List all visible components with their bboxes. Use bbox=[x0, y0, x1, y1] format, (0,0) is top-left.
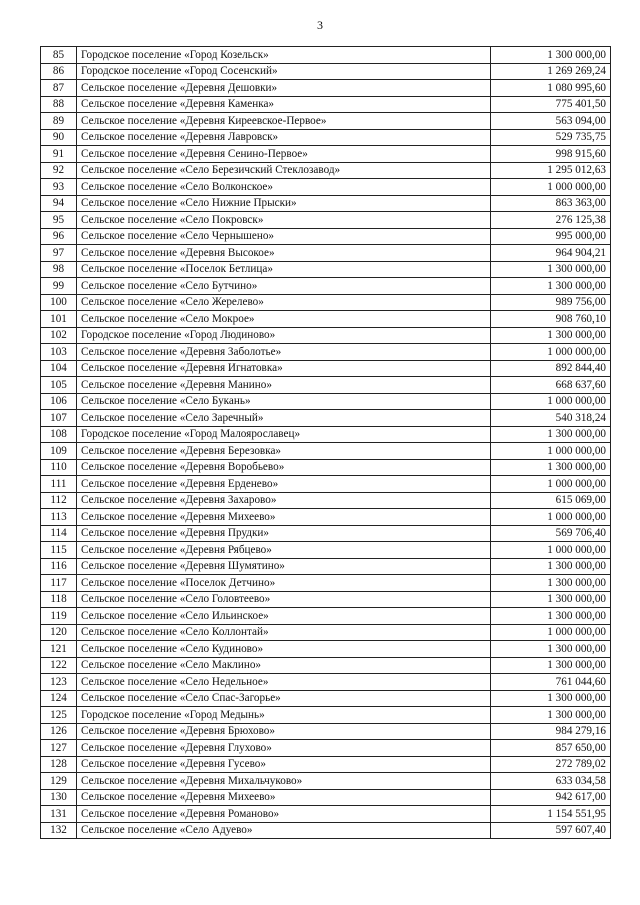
allocation-amount: 892 844,40 bbox=[491, 360, 611, 377]
row-number: 113 bbox=[41, 509, 77, 526]
allocation-amount: 1 000 000,00 bbox=[491, 542, 611, 559]
row-number: 123 bbox=[41, 674, 77, 691]
row-number: 116 bbox=[41, 558, 77, 575]
settlement-name: Сельское поселение «Село Березичский Стеклозавод» bbox=[77, 162, 491, 179]
allocation-amount: 272 789,02 bbox=[491, 756, 611, 773]
settlement-name: Сельское поселение «Поселок Детчино» bbox=[77, 575, 491, 592]
allocation-amount: 984 279,16 bbox=[491, 723, 611, 740]
row-number: 95 bbox=[41, 212, 77, 229]
allocation-amount: 1 000 000,00 bbox=[491, 624, 611, 641]
table-row bbox=[41, 591, 611, 608]
settlement-name: Сельское поселение «Село Покровск» bbox=[77, 212, 491, 229]
table-row bbox=[41, 707, 611, 724]
settlement-name: Сельское поселение «Деревня Манино» bbox=[77, 377, 491, 394]
table-row bbox=[41, 113, 611, 130]
allocation-amount: 1 300 000,00 bbox=[491, 261, 611, 278]
settlement-name: Городское поселение «Город Малоярославец» bbox=[77, 426, 491, 443]
row-number: 121 bbox=[41, 641, 77, 658]
table-row bbox=[41, 228, 611, 245]
settlement-name: Сельское поселение «Поселок Бетлица» bbox=[77, 261, 491, 278]
allocation-amount: 529 735,75 bbox=[491, 129, 611, 146]
table-row bbox=[41, 294, 611, 311]
allocation-amount: 1 300 000,00 bbox=[491, 591, 611, 608]
allocation-amount: 633 034,58 bbox=[491, 773, 611, 790]
settlement-name: Сельское поселение «Деревня Воробьево» bbox=[77, 459, 491, 476]
settlement-name: Сельское поселение «Деревня Каменка» bbox=[77, 96, 491, 113]
settlement-name: Сельское поселение «Деревня Заболотье» bbox=[77, 344, 491, 361]
settlement-name: Сельское поселение «Село Кудиново» bbox=[77, 641, 491, 658]
settlement-name: Сельское поселение «Село Мокрое» bbox=[77, 311, 491, 328]
row-number: 118 bbox=[41, 591, 77, 608]
settlement-name: Городское поселение «Город Сосенский» bbox=[77, 63, 491, 80]
table-row bbox=[41, 624, 611, 641]
table-row bbox=[41, 212, 611, 229]
table-body bbox=[41, 47, 611, 839]
table-row bbox=[41, 558, 611, 575]
settlement-name: Сельское поселение «Деревня Киреевское-Первое» bbox=[77, 113, 491, 130]
allocation-amount: 569 706,40 bbox=[491, 525, 611, 542]
row-number: 120 bbox=[41, 624, 77, 641]
row-number: 108 bbox=[41, 426, 77, 443]
settlement-name: Сельское поселение «Село Чернышено» bbox=[77, 228, 491, 245]
allocation-amount: 1 300 000,00 bbox=[491, 558, 611, 575]
table-row bbox=[41, 674, 611, 691]
allocation-amount: 1 300 000,00 bbox=[491, 690, 611, 707]
allocation-amount: 908 760,10 bbox=[491, 311, 611, 328]
table-row bbox=[41, 740, 611, 757]
settlement-name: Сельское поселение «Село Букань» bbox=[77, 393, 491, 410]
row-number: 125 bbox=[41, 707, 77, 724]
row-number: 87 bbox=[41, 80, 77, 97]
table-row bbox=[41, 146, 611, 163]
settlement-name: Сельское поселение «Деревня Брюхово» bbox=[77, 723, 491, 740]
row-number: 122 bbox=[41, 657, 77, 674]
allocation-amount: 1 300 000,00 bbox=[491, 657, 611, 674]
allocation-amount: 761 044,60 bbox=[491, 674, 611, 691]
table-row bbox=[41, 195, 611, 212]
row-number: 103 bbox=[41, 344, 77, 361]
table-row bbox=[41, 311, 611, 328]
table-row bbox=[41, 63, 611, 80]
table-row bbox=[41, 641, 611, 658]
allocation-amount: 1 000 000,00 bbox=[491, 476, 611, 493]
settlement-name: Сельское поселение «Село Бутчино» bbox=[77, 278, 491, 295]
allocation-amount: 1 000 000,00 bbox=[491, 509, 611, 526]
table-row bbox=[41, 789, 611, 806]
table-row bbox=[41, 525, 611, 542]
row-number: 119 bbox=[41, 608, 77, 625]
allocation-amount: 1 300 000,00 bbox=[491, 278, 611, 295]
settlement-name: Сельское поселение «Село Головтеево» bbox=[77, 591, 491, 608]
settlement-name: Сельское поселение «Деревня Дешовки» bbox=[77, 80, 491, 97]
table-row bbox=[41, 509, 611, 526]
row-number: 117 bbox=[41, 575, 77, 592]
allocation-amount: 1 300 000,00 bbox=[491, 47, 611, 64]
settlement-name: Сельское поселение «Деревня Березовка» bbox=[77, 443, 491, 460]
table-row bbox=[41, 179, 611, 196]
allocation-amount: 615 069,00 bbox=[491, 492, 611, 509]
allocation-amount: 942 617,00 bbox=[491, 789, 611, 806]
settlement-name: Сельское поселение «Деревня Шумятино» bbox=[77, 558, 491, 575]
table-row bbox=[41, 443, 611, 460]
row-number: 99 bbox=[41, 278, 77, 295]
allocation-amount: 1 080 995,60 bbox=[491, 80, 611, 97]
settlement-name: Сельское поселение «Деревня Глухово» bbox=[77, 740, 491, 757]
table-row bbox=[41, 542, 611, 559]
settlement-name: Сельское поселение «Деревня Гусево» bbox=[77, 756, 491, 773]
table-row bbox=[41, 410, 611, 427]
row-number: 105 bbox=[41, 377, 77, 394]
settlement-name: Сельское поселение «Деревня Игнатовка» bbox=[77, 360, 491, 377]
settlement-name: Сельское поселение «Деревня Прудки» bbox=[77, 525, 491, 542]
row-number: 92 bbox=[41, 162, 77, 179]
settlement-name: Сельское поселение «Деревня Сенино-Первое» bbox=[77, 146, 491, 163]
row-number: 102 bbox=[41, 327, 77, 344]
row-number: 90 bbox=[41, 129, 77, 146]
row-number: 124 bbox=[41, 690, 77, 707]
table-row bbox=[41, 608, 611, 625]
page-number: 3 bbox=[317, 18, 323, 32]
settlement-name: Сельское поселение «Село Ильинское» bbox=[77, 608, 491, 625]
allocation-amount: 1 300 000,00 bbox=[491, 327, 611, 344]
row-number: 132 bbox=[41, 822, 77, 839]
settlement-name: Городское поселение «Город Медынь» bbox=[77, 707, 491, 724]
allocation-amount: 1 300 000,00 bbox=[491, 575, 611, 592]
row-number: 97 bbox=[41, 245, 77, 262]
table-row bbox=[41, 476, 611, 493]
allocation-amount: 276 125,38 bbox=[491, 212, 611, 229]
table-row bbox=[41, 96, 611, 113]
allocation-amount: 1 300 000,00 bbox=[491, 641, 611, 658]
table-row bbox=[41, 459, 611, 476]
table-row bbox=[41, 377, 611, 394]
row-number: 130 bbox=[41, 789, 77, 806]
table-row bbox=[41, 162, 611, 179]
allocation-amount: 563 094,00 bbox=[491, 113, 611, 130]
allocation-amount: 1 300 000,00 bbox=[491, 707, 611, 724]
row-number: 91 bbox=[41, 146, 77, 163]
table-row bbox=[41, 344, 611, 361]
row-number: 126 bbox=[41, 723, 77, 740]
settlement-name: Сельское поселение «Село Жерелево» bbox=[77, 294, 491, 311]
settlement-name: Сельское поселение «Село Маклино» bbox=[77, 657, 491, 674]
settlement-name: Городское поселение «Город Козельск» bbox=[77, 47, 491, 64]
row-number: 131 bbox=[41, 806, 77, 823]
table-row bbox=[41, 773, 611, 790]
table-row bbox=[41, 690, 611, 707]
settlement-name: Сельское поселение «Деревня Михеево» bbox=[77, 789, 491, 806]
table-row bbox=[41, 80, 611, 97]
table-row bbox=[41, 360, 611, 377]
table-row bbox=[41, 822, 611, 839]
row-number: 129 bbox=[41, 773, 77, 790]
settlement-name: Сельское поселение «Село Коллонтай» bbox=[77, 624, 491, 641]
settlement-name: Сельское поселение «Село Спас-Загорье» bbox=[77, 690, 491, 707]
allocation-amount: 995 000,00 bbox=[491, 228, 611, 245]
row-number: 104 bbox=[41, 360, 77, 377]
allocation-amount: 964 904,21 bbox=[491, 245, 611, 262]
table-row bbox=[41, 756, 611, 773]
allocation-amount: 540 318,24 bbox=[491, 410, 611, 427]
settlement-name: Сельское поселение «Деревня Ерденево» bbox=[77, 476, 491, 493]
row-number: 128 bbox=[41, 756, 77, 773]
allocation-amount: 775 401,50 bbox=[491, 96, 611, 113]
allocation-amount: 1 295 012,63 bbox=[491, 162, 611, 179]
settlement-name: Сельское поселение «Село Нижние Прыски» bbox=[77, 195, 491, 212]
table-row bbox=[41, 806, 611, 823]
allocation-amount: 1 000 000,00 bbox=[491, 179, 611, 196]
row-number: 93 bbox=[41, 179, 77, 196]
settlement-name: Сельское поселение «Деревня Михальчуково» bbox=[77, 773, 491, 790]
settlement-name: Сельское поселение «Село Недельное» bbox=[77, 674, 491, 691]
row-number: 111 bbox=[41, 476, 77, 493]
allocation-amount: 998 915,60 bbox=[491, 146, 611, 163]
settlement-name: Сельское поселение «Деревня Захарово» bbox=[77, 492, 491, 509]
table-row bbox=[41, 47, 611, 64]
settlement-name: Сельское поселение «Деревня Михеево» bbox=[77, 509, 491, 526]
table-row bbox=[41, 261, 611, 278]
settlement-name: Сельское поселение «Село Волконское» bbox=[77, 179, 491, 196]
row-number: 94 bbox=[41, 195, 77, 212]
row-number: 100 bbox=[41, 294, 77, 311]
row-number: 114 bbox=[41, 525, 77, 542]
row-number: 115 bbox=[41, 542, 77, 559]
row-number: 98 bbox=[41, 261, 77, 278]
row-number: 96 bbox=[41, 228, 77, 245]
row-number: 107 bbox=[41, 410, 77, 427]
row-number: 106 bbox=[41, 393, 77, 410]
table-row bbox=[41, 426, 611, 443]
table-row bbox=[41, 492, 611, 509]
allocation-amount: 989 756,00 bbox=[491, 294, 611, 311]
table-row bbox=[41, 723, 611, 740]
table-row bbox=[41, 278, 611, 295]
settlement-name: Сельское поселение «Деревня Рябцево» bbox=[77, 542, 491, 559]
allocation-amount: 1 300 000,00 bbox=[491, 426, 611, 443]
row-number: 110 bbox=[41, 459, 77, 476]
settlement-name: Сельское поселение «Деревня Высокое» bbox=[77, 245, 491, 262]
table-row bbox=[41, 575, 611, 592]
row-number: 109 bbox=[41, 443, 77, 460]
allocation-amount: 597 607,40 bbox=[491, 822, 611, 839]
allocation-amount: 1 000 000,00 bbox=[491, 393, 611, 410]
settlement-name: Сельское поселение «Деревня Лавровск» bbox=[77, 129, 491, 146]
table-row bbox=[41, 245, 611, 262]
allocation-amount: 1 000 000,00 bbox=[491, 443, 611, 460]
table-row bbox=[41, 327, 611, 344]
table-row bbox=[41, 393, 611, 410]
settlement-name: Сельское поселение «Село Адуево» bbox=[77, 822, 491, 839]
allocation-amount: 1 300 000,00 bbox=[491, 608, 611, 625]
allocation-amount: 1 269 269,24 bbox=[491, 63, 611, 80]
allocation-amount: 863 363,00 bbox=[491, 195, 611, 212]
row-number: 89 bbox=[41, 113, 77, 130]
row-number: 85 bbox=[41, 47, 77, 64]
row-number: 101 bbox=[41, 311, 77, 328]
row-number: 88 bbox=[41, 96, 77, 113]
table-row bbox=[41, 129, 611, 146]
settlement-name: Городское поселение «Город Людиново» bbox=[77, 327, 491, 344]
allocation-amount: 1 300 000,00 bbox=[491, 459, 611, 476]
allocation-table bbox=[40, 46, 611, 839]
settlement-name: Сельское поселение «Село Заречный» bbox=[77, 410, 491, 427]
allocation-amount: 668 637,60 bbox=[491, 377, 611, 394]
row-number: 127 bbox=[41, 740, 77, 757]
settlement-name: Сельское поселение «Деревня Романово» bbox=[77, 806, 491, 823]
allocation-amount: 1 154 551,95 bbox=[491, 806, 611, 823]
allocation-amount: 1 000 000,00 bbox=[491, 344, 611, 361]
allocation-amount: 857 650,00 bbox=[491, 740, 611, 757]
table-row bbox=[41, 657, 611, 674]
row-number: 112 bbox=[41, 492, 77, 509]
row-number: 86 bbox=[41, 63, 77, 80]
